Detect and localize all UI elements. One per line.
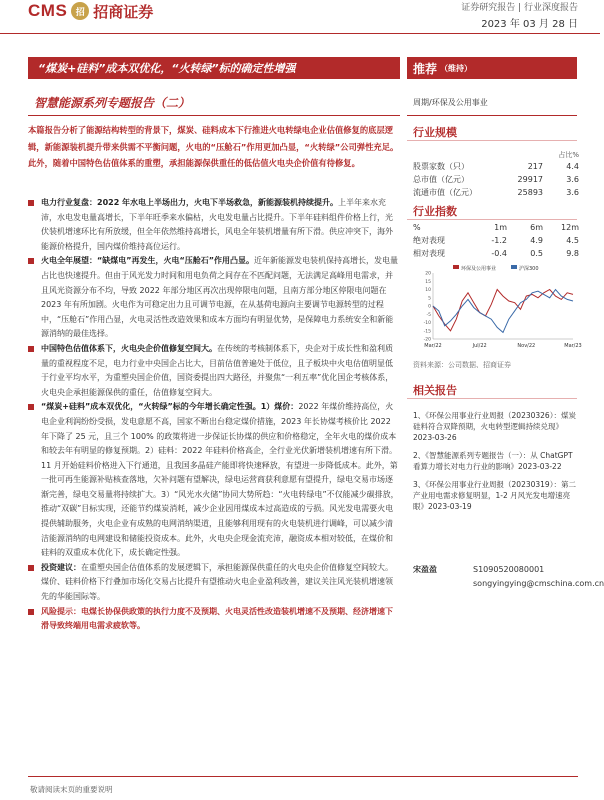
bullet-square-icon [28, 404, 34, 410]
bullet-text: 在重塑央国企估值体系的发展逻辑下，承担能源保供重任的火电央企价值修复空间较大。煤价、硅料价格下行叠加市场化交易占比提升有望推动火电企业盈利改善，建议关注风光装机增速领先的华能国际等。 [41, 562, 393, 602]
table-row [413, 234, 579, 247]
row-value: 25893 [517, 188, 543, 197]
page-header [0, 0, 600, 40]
related-reports-title: 相关报告 [413, 384, 457, 397]
summary-paragraph: 本篇报告分析了能源结构转型的背景下，煤炭、硅料成本下行推进火电转绿电企业估值修复的底层逻辑，新能源装机提升带来供需不平衡问题，火电的“压舱石”作用更加凸显，“火转绿”公司弹性充足。此外，随着中国特色估值体系的重塑，承担能源保供重任的低估值火电央企价值有待修复。 [28, 125, 399, 168]
side-divider [407, 115, 577, 116]
row-pct: 3.6 [566, 188, 579, 197]
footer-note: 敬请阅读末页的重要说明 [30, 785, 113, 794]
bullet-heading: 电力行业复盘：2022 年水电上半场出力，火电下半场救急，新能源装机持续提升。 [41, 198, 339, 207]
cell: 4.5 [566, 236, 579, 245]
analyst-cert: S1090520080001 [473, 564, 545, 574]
bullet-square-icon [28, 200, 34, 206]
related-report-link[interactable]: 3、《环保公用事业行业周报（20230319）：第二产业用电需求修复明显，1-2 月风光发电增速亮眼》2023-03-19 [413, 480, 576, 511]
bullet-list [28, 196, 400, 634]
scale-col-header: 占比% [558, 151, 579, 159]
bullet-text: 近年新能源发电装机保持高增长，发电量占比也快速提升。但由于风光发力时间和用电负荷之间存在不匹配问题，无法满足高峰用电需求，并且风光资源分布不均，导致 2022 年部分地区再次出现停限电问题，且南方部分地区停限电问题在 2023 年有所加剧。火电作为可稳定出力且可调节电源，在从基荷电源向主要调节电源转型的过程中，“压舱石”作用凸显，火电灵活性改造效果和成本方面均有明显优势，是保障电力系统安全和新能源消纳的最佳选择。 [41, 256, 399, 339]
bullet-heading: “煤炭+硅料”成本双优化，“火转绿”标的今年增长确定性强。1）煤价： [41, 402, 299, 412]
row-label: 流通市值（亿元） [413, 188, 477, 197]
footer-divider [28, 776, 578, 777]
bullet-item [28, 605, 400, 634]
industry-scale-table [413, 150, 579, 199]
analyst-email[interactable]: songyingying@cmschina.com.cn [473, 578, 604, 588]
related-reports-list [413, 410, 579, 519]
report-subtitle: 智慧能源系列专题报告（二） [34, 96, 191, 110]
bullet-item [28, 400, 400, 561]
report-type: 证券研究报告 | 行业深度报告 [461, 3, 578, 13]
y-tick-label: 15 [425, 279, 431, 285]
index-performance-chart [413, 263, 582, 355]
x-tick-label: Mar/22 [424, 343, 442, 349]
legend-swatch [453, 265, 459, 269]
y-tick-label: -5 [426, 312, 431, 318]
logo-cms: CMS [28, 1, 68, 20]
table-row [413, 173, 579, 186]
header-meta [461, 0, 578, 30]
cell: -0.4 [491, 249, 507, 258]
company-logo [28, 0, 153, 22]
col-header: 1m [494, 223, 507, 232]
col-header: 12m [561, 223, 579, 232]
y-tick-label: -15 [423, 329, 431, 335]
table-header-row [413, 221, 579, 234]
subtitle-divider [28, 115, 400, 116]
row-pct: 3.6 [566, 175, 579, 184]
bullet-item [28, 254, 400, 342]
y-tick-label: -20 [423, 337, 431, 343]
x-tick-label: Jul/22 [472, 343, 487, 349]
report-date: 2023 年 03 月 28 日 [481, 19, 578, 30]
bullet-heading: 风险提示：电煤长协保供政策的执行力度不及预期、火电灵活性改造装机增速不及预期、经济增速下滑导致终端用电需求疲软等。 [41, 606, 393, 631]
bullet-text: 在传统的考核制体系下，央企对于成长性和盈利质量的重视程度不足，电力行业中央国企占比大，目前估值普遍处于低位，且子板块中火电估值明显低于行业平均水平，为重塑央国企价值，国资委提出四大路径，并聚焦“一利五率”优化国企考核体系，火电央企承担能源保供的重任，估值修复空间大。 [41, 343, 394, 397]
bullet-item [28, 342, 400, 400]
analyst-row [413, 562, 579, 576]
rating-badge [407, 57, 577, 79]
bullet-item [28, 561, 400, 605]
section-underline [407, 219, 577, 220]
chart-source: 资料来源：公司数据、招商证券 [413, 361, 511, 369]
x-tick-label: Mar/23 [564, 343, 582, 349]
y-tick-label: 20 [425, 271, 431, 277]
col-header: 6m [530, 223, 543, 232]
industry-index-title: 行业指数 [413, 205, 457, 218]
header-divider [0, 33, 600, 34]
table-row [413, 160, 579, 173]
y-tick-label: 0 [428, 304, 431, 310]
row-label: 股票家数（只） [413, 162, 469, 171]
related-report-link[interactable]: 1、《环保公用事业行业周报（20230326）：煤炭硅料符合双降预期，火电转型逻辑持续兑现》2023-03-26 [413, 411, 576, 442]
row-label: 绝对表现 [413, 236, 445, 245]
row-value: 217 [527, 162, 543, 171]
department: 周期/环保及公用事业 [413, 98, 488, 107]
cell: -1.2 [491, 236, 507, 245]
analyst-info [413, 562, 604, 590]
analyst-name: 宋盈盈 [413, 564, 437, 574]
cell: 0.5 [530, 249, 543, 258]
section-underline [407, 398, 577, 399]
bullet-heading: 中国特色估值体系下，火电央企价值修复空间大。 [41, 343, 217, 353]
row-pct: 4.4 [566, 162, 579, 171]
report-title: “煤炭+硅料”成本双优化，“火转绿”标的确定性增强 [28, 57, 400, 79]
bullet-text: 上半年来水充沛，水电发电量高增长，下半年旺季来水偏枯，火电发电量占比提升。下半年硅料组件价格上行，光伏装机增速环比有所放缓，但全年依然维持高增长，风电全年装机增量有所下滑。供应冲突下，海外能源价格提升，国内煤价维持高位运行。 [41, 198, 393, 251]
series-line [433, 290, 573, 331]
cell: 4.9 [530, 236, 543, 245]
bullet-square-icon [28, 258, 34, 264]
bullet-heading: 投资建议： [41, 562, 81, 572]
row-label: 相对表现 [413, 249, 445, 258]
legend-swatch [511, 265, 517, 269]
rating-label: 推荐 [413, 61, 438, 76]
row-value: 29917 [517, 175, 543, 184]
logo-mark-icon: 招 [71, 2, 89, 20]
legend-label: 环保及公用事业 [461, 266, 497, 272]
table-row [413, 186, 579, 199]
bullet-square-icon [28, 346, 34, 352]
y-tick-label: 5 [428, 296, 431, 302]
related-report-link[interactable]: 2、《智慧能源系列专题报告（一）：从 ChatGPT 看算力增长对电力行业的影响》2023-03-22 [413, 451, 573, 471]
y-tick-label: -10 [423, 321, 431, 326]
bullet-item [28, 196, 400, 254]
industry-scale-title: 行业规模 [413, 126, 457, 139]
col-header: % [413, 223, 421, 232]
cell: 9.8 [566, 249, 579, 258]
bullet-square-icon [28, 609, 34, 615]
bullet-heading: 火电全年展望：“缺煤电”再发生，火电“压舱石”作用凸显。 [41, 256, 255, 266]
y-tick-label: 10 [425, 288, 431, 293]
section-underline [407, 140, 577, 141]
table-row [413, 247, 579, 260]
industry-index-table [413, 221, 579, 260]
x-tick-label: Nov/22 [517, 343, 536, 349]
rating-sub: （维持） [440, 63, 473, 73]
row-label: 总市值（亿元） [413, 175, 469, 184]
logo-cn: 招商证券 [93, 2, 154, 21]
legend-label: 沪深300 [519, 266, 539, 272]
bullet-square-icon [28, 565, 34, 571]
bullet-text: 2022 年煤价维持高位，火电企业利润纷纷受损，发电意愿不高，国家不断出台稳定煤价措施，2023 年长协煤考核价比 2022 年下降了 25 元，且三个 100% 的政策将进一步保证长协煤的供应和价格稳定，全年火电的煤价成本和较去年有明显的修复预期。2）硅料：2022 年硅料价格高企，全行业光伏新增装机增速有所下滑。11 月开始硅料价格进入下行通道，且我国多晶硅产能即将快速释放，有望进一步降低成本。此外，第一批可再生能源补贴核查落地，欠补问题有望解决，绿电运营商获利意愿有望提升，绿电交易市场逐渐完善，绿电交易量将持续扩大。3）“风光水火储”协同大势所趋：“火电转绿电”不仅能减少碳排放，推动“双碳”目标实现，还能节约煤炭消耗，减少企业因用煤成本过高造成的亏损。风光发电需要火电提供辅助服务，火电企业有成熟的电网消纳渠道，且能够利用现有的火电装机进行调峰，可以减少清洁能源消纳的电网建设和储能投资成本。此外，火电央企现金流充沛，融资成本相对较低，在煤价和硅料的双重成本优化下，成长确定性强。 [41, 402, 399, 558]
